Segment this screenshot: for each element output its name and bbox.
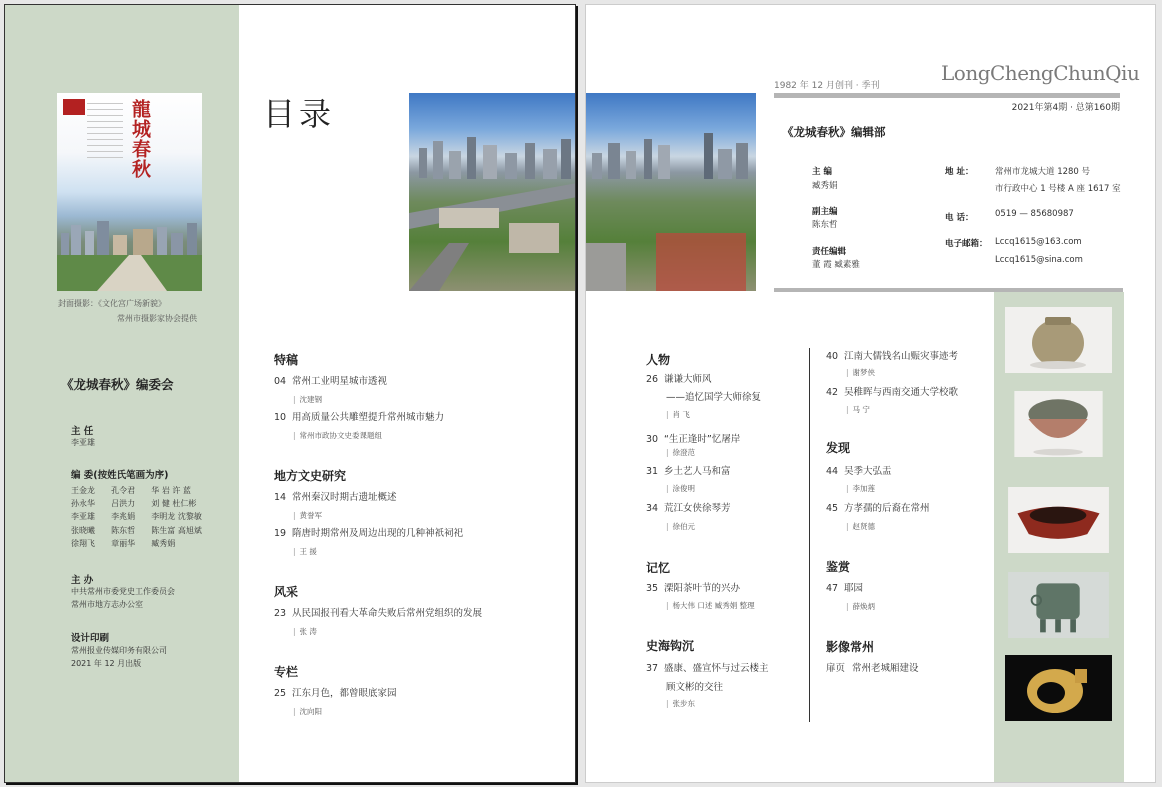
director-label: 主 任 [71, 426, 94, 437]
members-label: 编 委(按姓氏笔画为序) [71, 470, 169, 481]
address-line-1: 常州市龙城大道 1280 号 [995, 167, 1091, 177]
toc-entry-title: 耶园 [844, 583, 864, 594]
responsible-names: 董 霞 臧素雅 [812, 260, 860, 270]
committee-title: 《龙城春秋》编委会 [61, 377, 174, 392]
deputy-name: 陈东哲 [812, 220, 838, 230]
toc-entry-author: | 常州市政协文史委课题组 [293, 430, 382, 441]
toc-entry-title: 隋唐时期常州及周边出现的几种神祇祠祀 [292, 528, 464, 539]
toc-entry-author: | 李加莲 [846, 483, 875, 494]
toc-entry[interactable] [826, 660, 919, 674]
toc-entry[interactable] [826, 348, 958, 362]
toc-entry-subtitle: 顾文彬的交往 [666, 682, 724, 693]
toc-entry[interactable] [646, 371, 712, 385]
city-photo-left [409, 93, 576, 291]
left-page [4, 4, 576, 783]
cover-thumbnail [57, 93, 202, 291]
toc-section-title: 发现 [826, 441, 851, 455]
toc-entry-author: | 肖 飞 [666, 409, 690, 420]
toc-entry-title: 吴稚晖与西南交通大学校歌 [844, 387, 959, 398]
toc-entry[interactable] [826, 384, 958, 398]
toc-entry[interactable] [826, 463, 892, 477]
toc-page-number: 34 [646, 503, 659, 514]
toc-page-number: 42 [826, 387, 839, 398]
toc-section-title: 影像常州 [826, 640, 875, 654]
member-name: 陈生富 高旭斌 [151, 525, 202, 535]
brand-wordmark: LongChengChunQiu [941, 61, 1140, 85]
toc-entry[interactable] [274, 409, 444, 423]
toc-entry-author: | 张步东 [666, 698, 695, 709]
toc-page-number: 扉页 [826, 663, 846, 674]
member-name: 刘 健 杜仁彬 [151, 499, 197, 509]
director-name: 李亚雄 [71, 438, 95, 447]
toc-entry[interactable] [646, 580, 740, 594]
member-name: 吕洪力 [111, 499, 136, 509]
toc-page-number: 47 [826, 583, 839, 594]
toc-heading: 目录 [263, 95, 336, 133]
toc-entry-author: | 沈向阳 [293, 706, 322, 717]
artifact-lidded-bowl-image [1005, 391, 1112, 457]
toc-entry[interactable] [826, 580, 863, 594]
toc-section-title: 人物 [646, 353, 671, 367]
toc-entry[interactable] [274, 525, 463, 539]
toc-entry-author: | 沈建钢 [293, 394, 322, 405]
toc-entry-author: | 杨大伟 口述 臧秀娟 整理 [666, 600, 755, 611]
toc-entry[interactable] [646, 500, 731, 514]
toc-entry-title: 吴季大弘盂 [844, 466, 892, 477]
artifact-bronze-vessel-image [1005, 572, 1112, 638]
toc-entry-title: 溧阳茶叶节的兴办 [664, 583, 741, 594]
toc-entry[interactable] [646, 463, 731, 477]
toc-entry-author: | 薛焕炳 [846, 601, 875, 612]
toc-section-title: 鉴赏 [826, 560, 851, 574]
header-rule [774, 93, 1120, 98]
founded-info: 1982 年 12 月创刊 · 季刊 [774, 81, 880, 91]
toc-entry-title: 方孝孺的后裔在常州 [844, 503, 930, 514]
toc-entry-title: 江东月色，都曾眼底家园 [292, 688, 397, 699]
toc-page-number: 14 [274, 492, 287, 503]
deputy-label: 副主编 [812, 207, 838, 217]
editorial-title: 《龙城春秋》编辑部 [782, 125, 886, 139]
toc-entry-title: “生正逢时”忆屠岸 [664, 434, 741, 445]
toc-entry-title: 常州老城厢建设 [852, 663, 919, 674]
member-name: 孔令君 [111, 486, 136, 495]
cover-logo [63, 99, 85, 115]
toc-entry[interactable] [646, 431, 740, 445]
member-name: 李亚雄 [71, 512, 95, 522]
toc-section-title: 专栏 [274, 665, 299, 679]
toc-entry-title: 荒江女侠徐琴芳 [664, 503, 731, 514]
toc-page-number: 35 [646, 583, 659, 594]
address-line-2: 市行政中心 1 号楼 A 座 1617 室 [995, 184, 1121, 194]
toc-page-number: 04 [274, 376, 287, 387]
toc-entry-subtitle: ——追忆国学大师徐复 [666, 392, 762, 403]
member-name: 张晓曦 [71, 525, 95, 535]
toc-entry-author: | 涂俊明 [666, 483, 695, 494]
toc-entry[interactable] [826, 500, 930, 514]
toc-page-number: 37 [646, 663, 659, 674]
toc-entry[interactable] [274, 605, 482, 619]
toc-page-number: 45 [826, 503, 839, 514]
toc-page-number: 30 [646, 434, 659, 445]
email-label: 电子邮箱： [945, 239, 988, 249]
issue-number: 2021年第4期 · 总第160期 [1011, 103, 1120, 113]
toc-entry[interactable] [274, 685, 397, 699]
email-2: Lccq1615@sina.com [995, 255, 1083, 265]
toc-section-title: 特稿 [274, 353, 299, 367]
member-name: 华 岩 许 蓝 [151, 486, 191, 495]
toc-entry-title: 谦谦大师风 [664, 374, 712, 385]
toc-entry-author: | 王 援 [293, 546, 317, 557]
host-label: 主 办 [71, 575, 94, 586]
toc-page-number: 31 [646, 466, 659, 477]
member-name: 李兆娟 [111, 512, 136, 522]
toc-entry-author: | 徐伯元 [666, 521, 695, 532]
member-name: 王金龙 [71, 486, 95, 495]
member-name: 陈东哲 [111, 525, 136, 535]
phone-number: 0519 — 85680987 [995, 209, 1074, 219]
members-list [71, 484, 211, 550]
toc-entry[interactable] [274, 489, 397, 503]
column-divider [809, 348, 810, 722]
artifact-pot-image [1005, 307, 1112, 373]
toc-section-title: 地方文史研究 [274, 469, 347, 483]
toc-entry[interactable] [646, 660, 769, 674]
toc-entry-title: 常州工业明星城市透视 [292, 376, 388, 387]
print-line-1: 常州报业传媒印务有限公司 [71, 646, 167, 655]
cover-masthead: 龍城春秋 [129, 99, 151, 179]
toc-entry-title: 乡土艺人马和富 [664, 466, 731, 477]
toc-entry[interactable] [274, 373, 387, 387]
member-name: 章丽华 [111, 538, 136, 548]
address-label: 地 址： [945, 167, 974, 177]
toc-entry-author: | 马 宁 [846, 404, 870, 415]
toc-page-number: 25 [274, 688, 287, 699]
print-label: 设计印刷 [71, 633, 110, 644]
toc-page-number: 26 [646, 374, 659, 385]
chief-label: 主 编 [812, 167, 832, 177]
member-name: 孙永华 [71, 499, 95, 509]
cover-credit: 常州市摄影家协会提供 [117, 314, 197, 323]
toc-page-number: 23 [274, 608, 287, 619]
right-page [585, 4, 1156, 783]
toc-entry-author: | 张 涛 [293, 626, 317, 637]
toc-page-number: 40 [826, 351, 839, 362]
toc-section-title: 记忆 [646, 561, 671, 575]
toc-entry-title: 从民国报刊看大革命失败后常州党组织的发展 [292, 608, 483, 619]
print-line-2: 2021 年 12 月出版 [71, 659, 142, 668]
toc-section-title: 风采 [274, 585, 299, 599]
responsible-label: 责任编辑 [812, 247, 847, 257]
toc-entry-author: | 谢梦侠 [846, 367, 875, 378]
toc-page-number: 44 [826, 466, 839, 477]
toc-entry-author: | 黄誉军 [293, 510, 322, 521]
email-1: Lccq1615@163.com [995, 237, 1082, 247]
host-line-1: 中共常州市委党史工作委员会 [71, 587, 175, 596]
phone-label: 电 话： [945, 213, 974, 223]
toc-entry-title: 江南大儒钱名山赈灾事迹考 [844, 351, 959, 362]
toc-entry-author: | 徐澄范 [666, 447, 695, 458]
toc-section-title: 史海钩沉 [646, 639, 695, 653]
member-name: 徐翔飞 [71, 538, 95, 548]
toc-page-number: 10 [274, 412, 287, 423]
toc-entry-author: | 赵贤德 [846, 521, 875, 532]
cover-buildings [57, 211, 202, 291]
toc-entry-title: 常州秦汉时期古遗址概述 [292, 492, 397, 503]
member-name: 李明龙 沈黎敏 [151, 512, 202, 522]
artifact-jade-ring-image [1005, 655, 1112, 721]
member-name: 臧秀娟 [151, 538, 176, 548]
city-photo-right [586, 93, 756, 291]
toc-entry-title: 盛康、盛宣怀与过云楼主 [664, 663, 769, 674]
host-line-2: 常州市地方志办公室 [71, 600, 143, 609]
artifact-lacquer-dish-image [1005, 487, 1112, 553]
toc-entry-title: 用高质量公共雕塑提升常州城市魅力 [292, 412, 445, 423]
toc-page-number: 19 [274, 528, 287, 539]
chief-name: 臧秀娟 [812, 181, 838, 191]
cover-caption: 封面摄影：《文化宫广场新貌》 [58, 299, 166, 308]
